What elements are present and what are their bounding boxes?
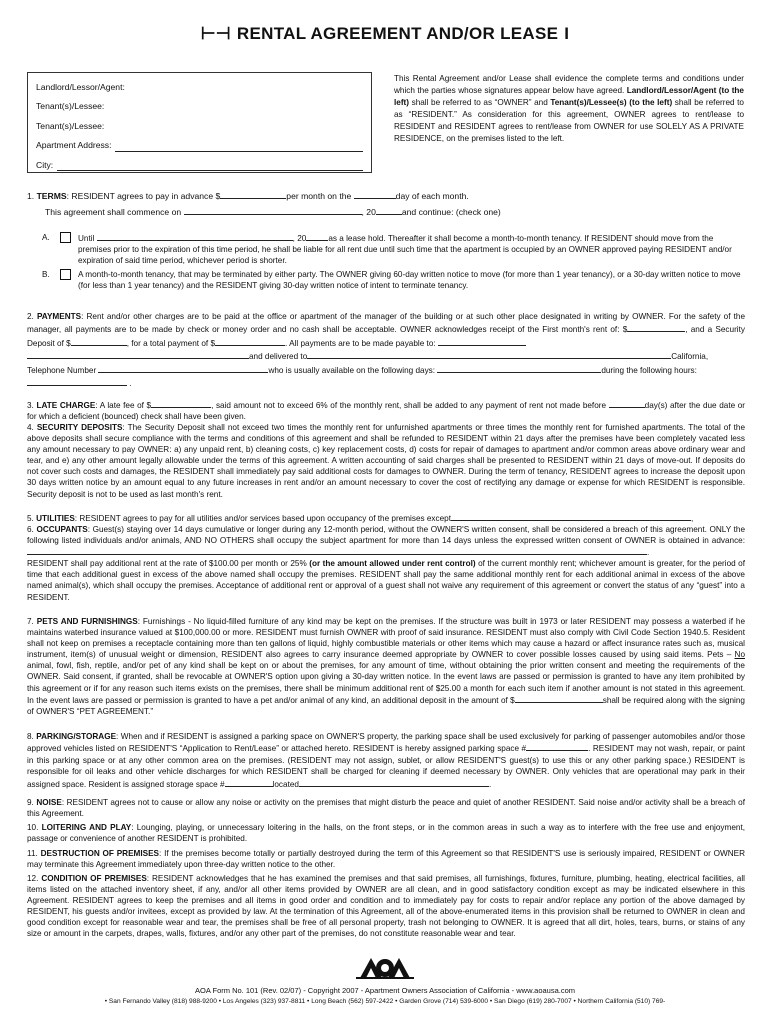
option-a-letter: A. (42, 233, 50, 242)
s2-text-2: , and a Security Deposit of $ (27, 325, 745, 348)
s2-text-4: . All payments are to be made payable to: (285, 338, 436, 348)
s11-text: : If the premises become totally or partially destroyed during the term of this Agreement so that RESIDENT'S use is seriously impaired, RESIDENT or OWNER may terminate this Agreement immediately upon three-day written notice to the other. (27, 849, 745, 870)
available-hours-field[interactable] (27, 377, 127, 386)
section-pets-furnishings (27, 616, 745, 717)
tenant1-label: Tenant(s)/Lessee: (36, 101, 105, 112)
tenant1-row (36, 93, 363, 113)
first-month-rent-field[interactable] (627, 323, 685, 332)
city-row (36, 152, 363, 172)
section-late-charge (27, 399, 745, 422)
s6-bold: (or the amount allowed under rent control) (309, 559, 476, 569)
s2-num: 2. (27, 312, 34, 321)
commence-year-field[interactable] (376, 206, 402, 215)
s7-num: 7. (27, 617, 34, 626)
s2-heading: PAYMENTS (36, 312, 82, 321)
s8-num: 8. (27, 732, 34, 741)
tenant2-row (36, 113, 363, 133)
s7-text-2: animal, fowl, fish, reptile, and/or pet of any kind shall be kept on or about the premises, for any amount of time, without obtaining the prior written consent and meeting the requirements of the OWNER. Said consent, if granted, shall be revocable at OWNER'S option upon giving a 30-day written notice. In the event laws are passed or permission is granted to have any item prohibited by this agreement or if for any reason such items exists on the premises, there shall be minimum additional rent of $25.00 a month for each such item if another amount is not stated in this agreement. In the event laws are passed or permission is granted to have a pet and/or animal of any kind, an additional deposit in the amount of $ (27, 661, 745, 705)
s12-text: : RESIDENT acknowledges that he has examined the premises and that said premises, all furnishings, fixtures, furniture, plumbing, heating, electrical facilities, all items listed on the attached inventory sheet, if any, and/or all other items provided by OWNER are all clean, and in good satisfactory condition except as may be indicated elsewhere in this Agreement. RESIDENT agrees to keep the premises and all items in good order and condition and to immediately pay for costs to repair and/or replace any portion of the above damaged by RESIDENT, his guests and/or invitees, except as provided by law. At the termination of this Agreement, all of the above-enumerated items in this provision shall be returned to OWNER in clean and good condition except for reasonable wear and tear, the premises shall be free of all personal property, trash not belonging to OWNER. It is agreed that all dirt, holes, tears, burns, or stains of any size or amount in the carpets, drapes, walls, fixtures, and/or any other part of the premises, do not constitute reasonable wear and tear. (27, 874, 745, 939)
section-destruction (27, 848, 745, 870)
occupants-field[interactable] (27, 546, 647, 555)
s1-num: 1. (27, 191, 35, 201)
address-row (36, 132, 363, 152)
s1-heading: TERMS (36, 191, 67, 201)
due-day-field[interactable] (354, 190, 396, 199)
section-parking-storage (27, 731, 745, 790)
intro-bold-2: Tenant(s)/Lessee(s) (to the left) (550, 98, 673, 107)
section-condition (27, 873, 745, 940)
tenant2-label: Tenant(s)/Lessee: (36, 120, 105, 131)
s6-num: 6. (27, 525, 34, 534)
s1-text-e: , 20 (361, 207, 376, 218)
city-label: City: (36, 159, 54, 170)
option-a-checkbox[interactable] (60, 232, 71, 243)
s10-num: 10. (27, 823, 39, 832)
title-right-mark: I (564, 24, 570, 43)
s12-heading: CONDITION OF PREMISES (41, 874, 147, 883)
s9-text: : RESIDENT agrees not to cause or allow any noise or activity on the premises that might disturb the peace and quiet of another RESIDENT. Said noise and/or activity shall be a breach of this Agreement. (27, 798, 745, 819)
s2-text-1: : Rent and/or other charges are to be paid at the office or apartment of the manager of the building or at such other place designated in writing by OWNER. For the safety of the manager, all payments are to be made by check or money order and no cash shall be acceptable. OWNER acknowledges receipt of the First month's rent of: $ (27, 312, 745, 335)
commence-date-field[interactable] (184, 206, 362, 215)
s2-text-7: Telephone Number (27, 365, 97, 375)
parties-box (27, 72, 372, 173)
s7-text-1: : Furnishings - No liquid-filled furniture of any kind may be kept on the premises. If the structure was built in 1973 or later RESIDENT may possess a waterbed if he maintains waterbed insurance valued at $100,000.00 or more. RESIDENT must furnish OWNER with proof of said insurance. RESIDENT must also comply with Civil Code Section 1940.5. Resident shall not keep on premises a receptacle containing more than ten gallons of liquid, highly combustible materials or other items which may cause a hazard or affect insurance rates such as, musical instrument, item(s) of unusual weight or dimension, RESIDENT also agrees to carry insurance deemed appropriate by OWNER to cover possible losses caused by using said items. Pets – (27, 617, 745, 660)
option-a-year: , 20 (292, 234, 307, 243)
s3-num: 3. (27, 401, 34, 410)
rent-amount-field[interactable] (220, 190, 286, 199)
address-field[interactable] (115, 142, 363, 152)
lease-end-date-field[interactable] (97, 232, 293, 241)
telephone-field[interactable] (98, 364, 268, 373)
s3-text-3: day(s) after the due date or for which a deficient (bounced) check shall have been given. (27, 401, 746, 422)
payable-to-field[interactable] (438, 337, 526, 346)
office-addresses: • San Fernando Valley (818) 988-9200 • Los Angeles (323) 937-8811 • Long Beach (562) 597-2422 • Garden Grove (714) 539-6000 • San Diego (619) 280-7007 • Northern California (510) 769- (104, 998, 666, 1005)
total-payment-field[interactable] (215, 337, 285, 346)
s4-text: : The Security Deposit shall not exceed two times the monthly rent for unfurnished apartments or three times the monthly rent for furnished apartments. The total of the above deposits shall secure compliance with the terms and conditions of this agreement and shall be refunded to RESIDENT within 21 days after the premises have been completely vacated less any amount necessary to pay OWNER: a) any unpaid rent, b) cleaning costs, c) key replacement costs, d) costs for repair of damages to apartment and/or common areas above ordinary wear and tear, and e) any other amount legally allowable under the terms of this agreement. A written accounting of said charges shall be presented to RESIDENT within 21 days of move-out. If deposits do not cover such costs and damages, the RESIDENT shall immediately pay said additional costs for damages to OWNER. During the term of tenancy, RESIDENT agrees to increase the deposit upon 30 days written notice by an amount equal to any future increases in rent and/or an amount necessary to cover the cost of rectifying any damage or expense for which RESIDENT is responsible. Security deposit is not to be used as last month's rent. (27, 423, 745, 499)
s9-num: 9. (27, 798, 34, 807)
s1-text-f: and continue: (check one) (401, 207, 501, 218)
s2-text-3: , for a total payment of $ (126, 338, 215, 348)
s7-no: No (734, 650, 745, 660)
s12-num: 12. (27, 874, 39, 883)
pet-deposit-field[interactable] (515, 694, 603, 703)
form-footer: AOA Form No. 101 (Rev. 02/07) - Copyright 2007 - Apartment Owners Association of California - www.aoausa.com (194, 986, 576, 995)
option-b (42, 269, 742, 291)
s2-text-5: and delivered to (249, 352, 308, 362)
s2-text-8: who is usually available on the following days: (268, 365, 436, 375)
s5-text: : RESIDENT agrees to pay for all utilities and/or services based upon occupancy of the premises except (74, 514, 452, 523)
delivered-to-field[interactable] (307, 350, 671, 359)
s4-num: 4. (27, 423, 34, 432)
s5-num: 5. (27, 514, 34, 523)
s3-text-1: : A late fee of $ (95, 401, 152, 410)
s10-text: : Lounging, playing, or unnecessary loitering in the halls, on the front steps, or in the common areas in such a way as to interfere with the free use and enjoyment, passage or convenience of another RESIDENT is prohibited. (27, 823, 745, 844)
s6-heading: OCCUPANTS (36, 525, 88, 534)
aoa-logo (356, 956, 414, 980)
payable-to-field-2[interactable] (27, 350, 249, 359)
intro-text-3: shall be referred to as “RESIDENT.” As consideration for this agreement, OWNER agrees to rent/lease to RESIDENT and RESIDENT agrees to rent/lease from OWNER for use SOLELY AS A PRIVATE RESIDENCE, on the premises listed to the left. (394, 98, 744, 143)
section-noise (27, 797, 745, 819)
s2-text-9: during the following hours: (601, 365, 697, 375)
s7-heading: PETS AND FURNISHINGS (36, 617, 138, 626)
security-deposit-field[interactable] (71, 337, 127, 346)
landlord-row (36, 79, 363, 93)
s8-heading: PARKING/STORAGE (36, 732, 117, 741)
late-days-field[interactable] (609, 399, 645, 408)
option-a-until: Until (78, 234, 95, 243)
section-terms (27, 190, 745, 218)
option-b-text: A month-to-month tenancy, that may be terminated by either party. The OWNER giving 60-day written notice to move (for more than 1 year tenancy), or a 30-day written notice to move (for less than 1 year tenancy) and the RESIDENT giving 30-day written notice of intent to terminate tenancy. (78, 270, 741, 291)
late-fee-field[interactable] (151, 399, 211, 408)
city-field[interactable] (57, 161, 363, 171)
s1-text-c: day of each month. (395, 191, 469, 201)
s7-text-3: shall be required along with the signing of OWNER'S “PET AGREEMENT.” (27, 695, 745, 716)
s11-num: 11. (27, 849, 38, 858)
s2-text-6: California, (671, 352, 709, 362)
title-left-mark: ⊢⊣ (200, 24, 231, 43)
available-days-field[interactable] (437, 364, 601, 373)
s1-text-d: This agreement shall commence on (45, 207, 182, 218)
section-utilities: 5. UTILITIES: RESIDENT agrees to pay for all utilities and/or services based upon occupancy of the premises except , (27, 514, 694, 523)
intro-text-1: This Rental Agreement and/or Lease shall evidence the complete terms and conditions under which the parties whose signatures appear below have agreed. (394, 74, 744, 95)
option-a (42, 232, 742, 266)
address-label: Apartment Address: (36, 140, 112, 151)
section-security-deposits (27, 422, 745, 500)
utilities-except-field[interactable] (451, 512, 691, 521)
s3-heading: LATE CHARGE (36, 401, 96, 410)
s9-heading: NOISE (36, 798, 62, 807)
option-b-checkbox[interactable] (60, 269, 71, 280)
s4-heading: SECURITY DEPOSITS (36, 423, 123, 432)
section-loitering (27, 822, 745, 844)
intro-paragraph (394, 73, 744, 145)
s10-heading: LOITERING AND PLAY (41, 823, 132, 832)
storage-location-field[interactable] (299, 778, 492, 789)
option-b-letter: B. (42, 270, 50, 279)
s6-text-2: RESIDENT shall pay additional rent at the rate of $100.00 per month or 25% (27, 559, 310, 569)
intro-text-2: shall be referred to as “OWNER” and (409, 98, 551, 107)
s11-heading: DESTRUCTION OF PREMISES (40, 849, 160, 858)
s1-text-a: : RESIDENT agrees to pay in advance $ (66, 191, 221, 201)
s8-text-2: . RESIDENT may not wash, repair, or paint in this parking space or at any other common area on the premises. (RESIDENT may not assign, sublet, or allow RESIDENT'S guest(s) to use this or any other parking space.) RESIDENT is responsible for oil leaks and other vehicle discharges for which RESIDENT shall be charged for cleaning if deemed necessary by OWNER. Only vehicles that are operational may park in their assigned space. Resident is assigned storage space # (27, 744, 745, 789)
s8-text-3: located (272, 779, 299, 789)
s8-text-4: . (488, 779, 492, 789)
s6-text-3: of the current monthly rent; whichever amount is greater, for the period of time that each additional guest in excess of the above named shall occupy the premises. RESIDENT shall pay the same additional monthly rent for each additional animal in excess of the above named animal(s), which shall occupy the premises. Acceptance of additional rent or approval of a guest shall not waive any requirement of this agreement or convert the status of any “guest” into a RESIDENT. (27, 559, 745, 602)
s6-text-1: : Guest(s) staying over 14 days cumulative or longer during any 12-month period, without the OWNER'S written consent, shall be considered a breach of this agreement. ONLY the following listed individuals and/or animals, AND NO OTHERS shall occupy the subject apartment for more than 14 days unless the expressed written consent of OWNER is obtained in advance: (27, 525, 745, 546)
section-occupants: 6. OCCUPANTS: Guest(s) staying over 14 days cumulative or longer during any 12-month period, without the OWNER'S written consent, shall be considered a breach of this agreement. ONLY the following listed individuals and/or animals, AND NO OTHERS shall occupy the subject apartment for more than 14 days unless the expressed written consent of OWNER is obtained in advance: . RESIDENT shall pay additional rent at the rate of $100.00 per month or 25% (or the amount allowed under rent control) of the current monthly rent; whichever amount is greater, for the period of time that each additional guest in excess of the above named shall occupy the premises. RESIDENT shall pay the same additional monthly rent for each additional animal in excess of the above named animal(s), which shall occupy the premises. Acceptance of additional rent or approval of a guest shall not waive any requirement of this agreement or convert the status of any “guest” into a RESIDENT. (27, 525, 745, 602)
document-title (0, 24, 770, 43)
s8-text-1: : When and if RESIDENT is assigned a parking space on OWNER'S property, the parking space shall be used exclusively for parking of passenger automobiles and/or those approved vehicles listed on RESIDENT'S “Application to Rent/Lease” or attached hereto. RESIDENT is hereby assigned parking space # (27, 732, 745, 754)
storage-space-field[interactable] (225, 778, 273, 787)
s5-heading: UTILITIES (36, 514, 75, 523)
parking-space-field[interactable] (526, 742, 588, 751)
title-text: RENTAL AGREEMENT AND/OR LEASE (236, 24, 559, 43)
option-a-text: as a lease hold. Thereafter it shall become a month-to-month tenancy. If RESIDENT should move from the premises prior to the expiration of this time period, he shall be liable for all rent due until such time that the apartment is occupied by an OWNER approved paying RESIDENT and/or expiration of said time period, whichever period is shorter. (78, 234, 732, 266)
s1-text-b: per month on the (286, 191, 352, 201)
lease-end-year-field[interactable] (306, 232, 328, 241)
landlord-label: Landlord/Lessor/Agent: (36, 81, 125, 92)
section-payments: 2. PAYMENTS: Rent and/or other charges are to be paid at the office or apartment of the manager of the building or at such other place designated in writing by OWNER. For the safety of the manager, all payments are to be made by check or money order and no cash shall be acceptable. OWNER acknowledges receipt of the First month's rent of: $ , and a Security Deposit of $ , for a total payment of $ . All payments are to be made payable to: and delivered to California, Telephone Number who is usually available on the following days: during the following hours: . (27, 312, 745, 389)
intro-bold-1: Landlord/Lessor/Agent (to the left) (394, 86, 744, 107)
s3-text-2: , said amount not to exceed 6% of the monthly rent, shall be added to any payment of rent not made before (211, 401, 607, 410)
